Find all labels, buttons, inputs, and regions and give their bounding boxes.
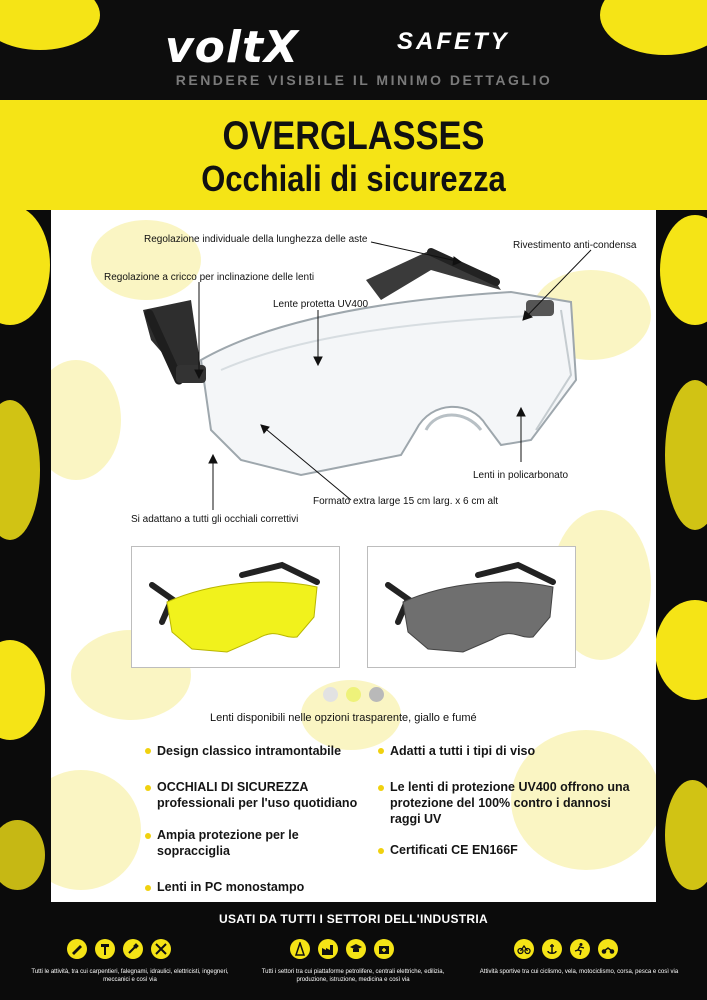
yellow-splatter-decoration xyxy=(0,640,45,740)
bullet-dot xyxy=(378,785,384,791)
callout-fits-all: Si adattano a tutti gli occhiali correttivi xyxy=(131,514,299,525)
logo-safety-text: SAFETY xyxy=(397,28,510,55)
brand-logo xyxy=(165,22,560,74)
header xyxy=(0,0,707,100)
yellow-splatter-decoration xyxy=(600,0,707,55)
hand-saw-icon xyxy=(67,939,87,959)
callout-temple-length: Regolazione individuale della lunghezza delle aste xyxy=(144,234,368,245)
oil-rig-icon xyxy=(290,939,310,959)
factory-icon xyxy=(318,939,338,959)
yellow-splatter-decoration xyxy=(0,820,45,890)
bullet-dot xyxy=(378,748,384,754)
yellow-splatter-decoration xyxy=(655,600,707,700)
logo-wordmark: voltX xyxy=(165,22,299,73)
yellow-splatter-decoration xyxy=(0,205,50,325)
yellow-splatter-decoration xyxy=(665,780,707,890)
swatch-smoke xyxy=(369,687,384,702)
feature-left-2: OCCHIALI DI SICUREZZA professionali per l'uso quotidiano xyxy=(157,780,358,810)
page-subtitle: Occhiali di sicurezza xyxy=(201,158,506,199)
anchor-icon xyxy=(542,939,562,959)
feature-left-4: Lenti in PC monostampo xyxy=(157,880,305,894)
product-panel xyxy=(51,210,656,902)
bullet-dot xyxy=(145,833,151,839)
wrench-screwdriver-icon xyxy=(151,939,171,959)
feature-left-1: Design classico intramontabile xyxy=(157,744,342,758)
hammer-icon xyxy=(95,939,115,959)
industry-text-trades: Tutti le attività, tra cui carpentieri, falegnami, idraulici, elettricisti, ingegneri, meccanici e così via xyxy=(31,969,229,983)
page-title: OVERGLASSES xyxy=(222,114,485,158)
runner-icon xyxy=(570,939,590,959)
motorcycle-icon xyxy=(598,939,618,959)
industry-text-sectors: Tutti i settori tra cui piattaforme petrolifere, centrali elettriche, edilizia, produzione, istruzione, medicina e così via xyxy=(261,969,445,983)
bullet-dot xyxy=(145,785,151,791)
bullet-dot xyxy=(378,848,384,854)
feature-left-3: Ampia protezione per le sopracciglia xyxy=(157,828,299,858)
feature-right-2: Le lenti di protezione UV400 offrono una protezione del 100% contro i dannosi raggi UV xyxy=(390,780,630,826)
feature-right-3: Certificati CE EN166F xyxy=(390,843,518,857)
smoke-glasses-image xyxy=(368,547,575,667)
bicycle-icon xyxy=(514,939,534,959)
graduation-cap-icon xyxy=(346,939,366,959)
callout-extra-large: Formato extra large 15 cm larg. x 6 cm alt xyxy=(313,496,499,507)
variants-caption: Lenti disponibili nelle opzioni trasparente, giallo e fumé xyxy=(210,712,477,724)
yellow-splatter-decoration xyxy=(660,215,707,325)
callout-anti-fog: Rivestimento anti-condensa xyxy=(513,240,637,251)
smoke-lens-thumbnail xyxy=(367,546,576,668)
screwdriver-icon xyxy=(123,939,143,959)
bullet-dot xyxy=(145,748,151,754)
callout-uv400: Lente protetta UV400 xyxy=(273,299,369,310)
yellow-lens-thumbnail xyxy=(131,546,340,668)
yellow-splatter-decoration xyxy=(0,0,100,50)
first-aid-icon xyxy=(374,939,394,959)
yellow-glasses-image xyxy=(132,547,339,667)
industry-text-sports: Attività sportive tra cui ciclismo, vela, motociclismo, corsa, pesca e così via xyxy=(479,969,679,975)
callout-ratchet: Regolazione a cricco per inclinazione delle lenti xyxy=(104,272,315,283)
yellow-splatter-decoration xyxy=(0,400,40,540)
feature-right-1: Adatti a tutti i tipi di viso xyxy=(390,744,536,758)
bullet-dot xyxy=(145,885,151,891)
tagline: RENDERE VISIBILE IL MINIMO DETTAGLIO xyxy=(175,72,553,88)
callout-polycarbonate: Lenti in policarbonato xyxy=(473,470,569,481)
industry-title: USATI DA TUTTI I SETTORI DELL'INDUSTRIA xyxy=(219,912,488,926)
swatch-clear xyxy=(323,687,338,702)
swatch-yellow xyxy=(346,687,361,702)
yellow-splatter-decoration xyxy=(665,380,707,530)
